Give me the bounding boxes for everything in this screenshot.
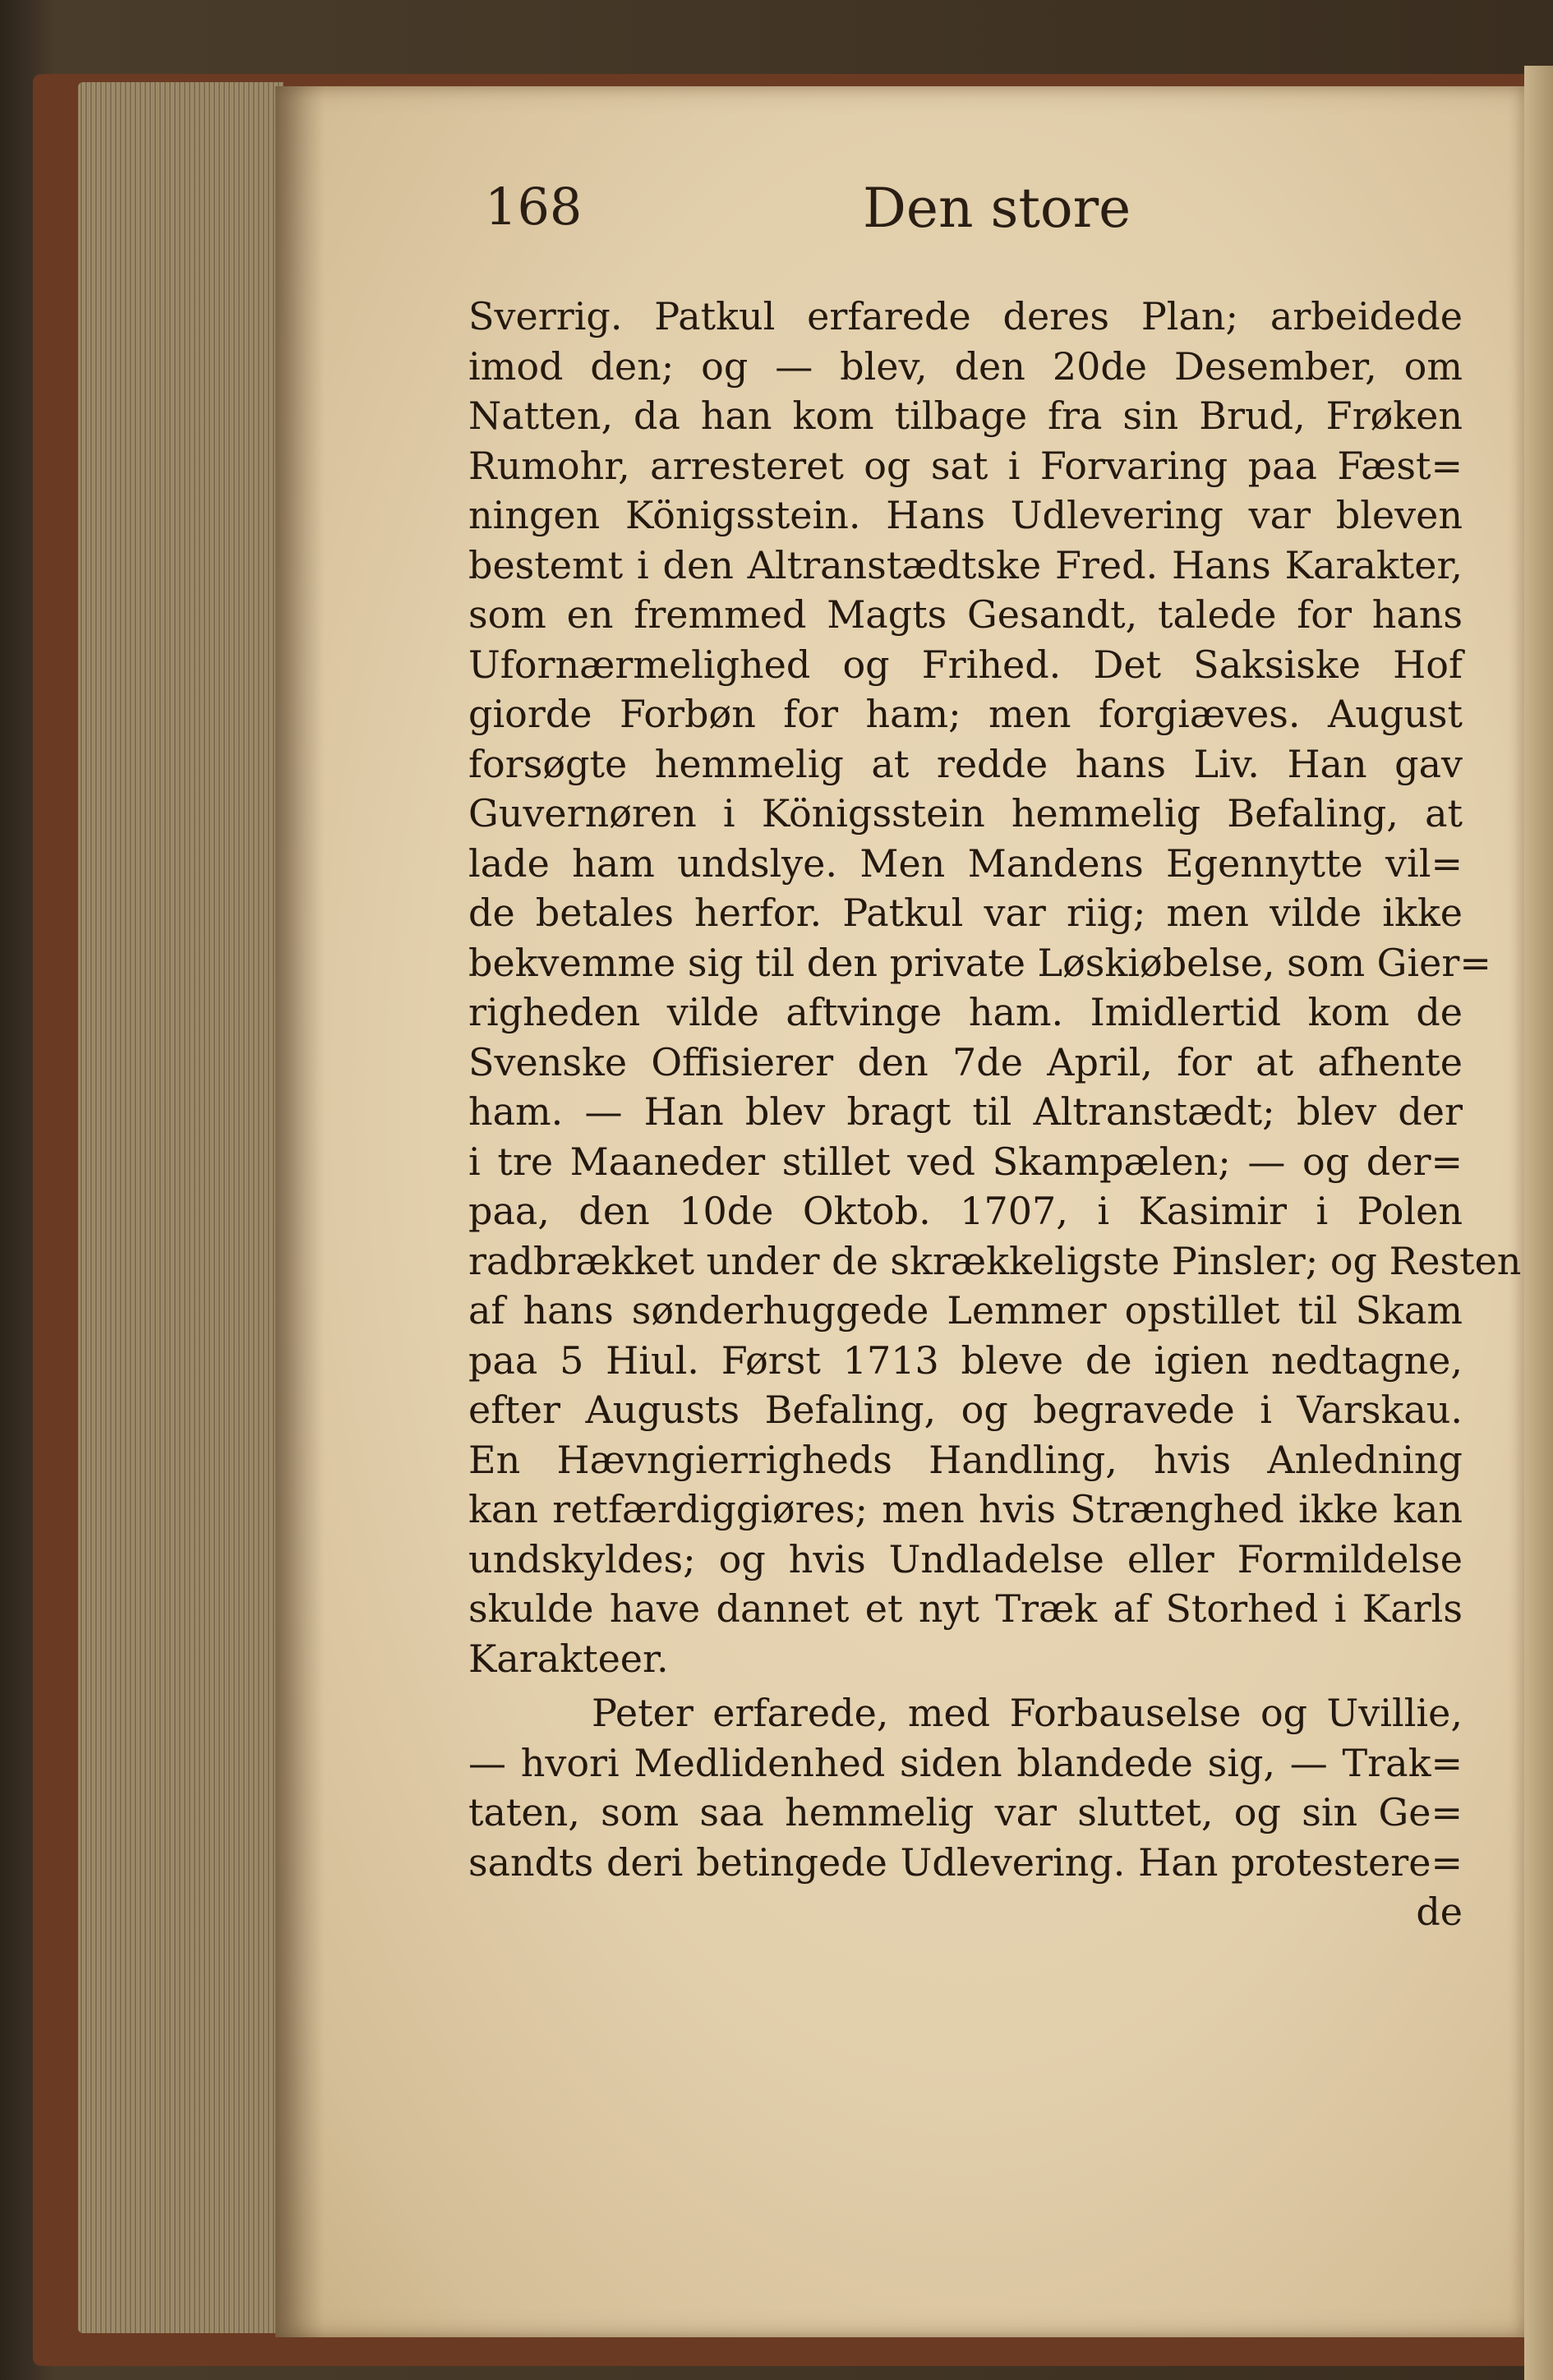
catchword: de xyxy=(1416,1890,1463,1934)
text-line: de betales herfor. Patkul var riig; men vilde ikke xyxy=(468,891,1463,935)
text-line: ningen Königsstein. Hans Udlevering var bleven xyxy=(468,493,1463,537)
page-edges xyxy=(78,82,283,2333)
text-line: kan retfærdiggiøres; men hvis Strænghed ikke kan xyxy=(468,1487,1463,1531)
text-line: sandts deri betingede Udlevering. Han protestere= xyxy=(468,1839,1463,1885)
page-number: 168 xyxy=(485,177,583,237)
text-line: undskyldes; og hvis Undladelse eller Formildelse xyxy=(468,1536,1463,1581)
running-title: Den store xyxy=(863,177,1131,240)
text-line: taten, som saa hemmelig var sluttet, og sin Ge= xyxy=(468,1790,1463,1834)
text-line: skulde have dannet et nyt Træk af Storhed i Karls xyxy=(468,1586,1463,1631)
text-line: Rumohr, arresteret og sat i Forvaring paa Fæst= xyxy=(468,443,1463,488)
text-line: — hvori Medlidenhed siden blandede sig, — Trak= xyxy=(468,1740,1463,1785)
text-line: forsøgte hemmelig at redde hans Liv. Han gav xyxy=(468,741,1463,786)
text-line: Karakteer. xyxy=(468,1636,669,1681)
text-line: af hans sønderhuggede Lemmer opstillet til Skam xyxy=(468,1288,1463,1333)
text-line: efter Augusts Befaling, og begravede i Varskau. xyxy=(468,1388,1463,1432)
text-line: giorde Forbøn for ham; men forgiæves. August xyxy=(468,692,1463,736)
text-line: Ufornærmelighed og Frihed. Det Saksiske Hof xyxy=(468,642,1463,687)
text-line: lade ham undslye. Men Mandens Egennytte vil= xyxy=(468,840,1463,886)
text-line: paa 5 Hiul. Først 1713 bleve de igien nedtagne, xyxy=(468,1337,1463,1383)
gutter-shadow xyxy=(275,86,325,2337)
page-header xyxy=(485,177,1454,251)
text-line: radbrækket under de skrækkeligste Pinsler; og Resten xyxy=(468,1238,1522,1283)
text-line: Peter erfarede, med Forbauselse og Uvillie, xyxy=(592,1691,1463,1735)
text-line: imod den; og — blev, den 20de Desember, om xyxy=(468,343,1463,389)
text-line: righeden vilde aftvinge ham. Imidlertid kom de xyxy=(468,990,1463,1034)
text-line: bestemt i den Altranstædtske Fred. Hans Karakter, xyxy=(468,542,1463,587)
text-line: paa, den 10de Oktob. 1707, i Kasimir i Polen xyxy=(468,1189,1463,1233)
text-line: Natten, da han kom tilbage fra sin Brud, Frøken xyxy=(468,394,1463,438)
text-line: Svenske Offisierer den 7de April, for at afhente xyxy=(468,1039,1463,1084)
text-line: En Hævngierrigheds Handling, hvis Anledning xyxy=(468,1437,1463,1482)
text-line: bekvemme sig til den private Løskiøbelse, som Gier= xyxy=(468,940,1491,985)
facing-page-edge xyxy=(1524,66,1553,2380)
body-text xyxy=(468,292,1522,1937)
text-line: Guvernøren i Königsstein hemmelig Befaling, at xyxy=(468,791,1463,836)
text-line: som en fremmed Magts Gesandt, talede for hans xyxy=(468,592,1463,637)
text-line: i tre Maaneder stillet ved Skampælen; — og der= xyxy=(468,1139,1463,1184)
text-line: ham. — Han blev bragt til Altranstædt; blev der xyxy=(468,1089,1463,1134)
text-line: Sverrig. Patkul erfarede deres Plan; arbeidede xyxy=(468,294,1463,338)
